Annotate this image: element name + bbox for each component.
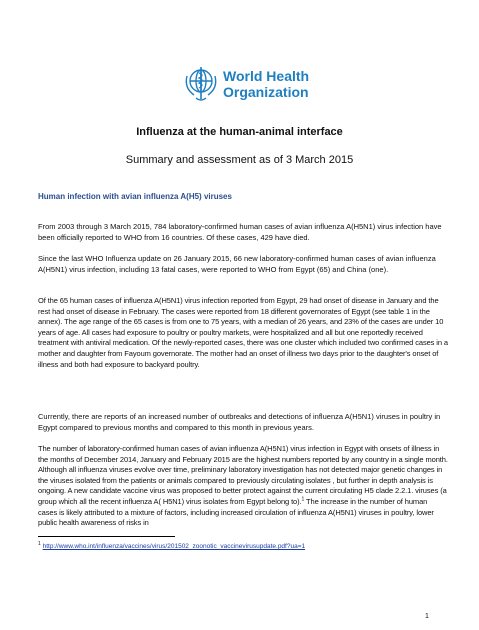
page-number: 1	[425, 613, 429, 620]
document-title: Influenza at the human-animal interface	[136, 126, 343, 138]
footnote-ref[interactable]: 1	[301, 496, 305, 503]
document-subtitle: Summary and assessment as of 3 March 2015	[125, 154, 354, 166]
footnote	[38, 540, 306, 550]
footnote-number: 1	[38, 540, 41, 547]
who-emblem-icon	[182, 64, 220, 104]
org-name-line2: Organization	[223, 84, 309, 100]
footnote-divider	[38, 536, 175, 537]
org-name-line1: World Health	[223, 68, 310, 84]
footnote-link[interactable]: http://www.who.int/influenza/vaccines/virus/201502_zoonotic_vaccinevirusupdate.pdf?ua=1	[42, 543, 306, 550]
org-name	[223, 68, 309, 100]
paragraph-5	[38, 444, 448, 529]
paragraph-3: Of the 65 human cases of influenza A(H5N1) virus infection reported from Egypt, 29 had onset of disease in January and the rest had onset of disease in February. The cases were reported from 18 different governorates of Egypt (see table 1 in the annex). The age range of the 65 cases is from one to 75 years, with a median of 26 years, and 23% of the cases are under 10 years of age. All cases had exposure to poultry or poultry markets, were hospitalized and all but one reportedly received treatment with antiviral medication. Of the newly-reported cases, there was one cluster which included two confirmed cases in a mother and daughter from Fayoum governorate. The mother had an onset of illness two days prior to the daughter's onset of illness and both had exposure to backyard poultry.	[38, 296, 449, 369]
paragraph-5-part2: The increase in the number of human cases is likely attributed to a mixture of factors, including increased circulation of influenza A(H5N1) viruses in poultry, lower public health awareness of risks in	[38, 496, 434, 528]
paragraph-1: From 2003 through 3 March 2015, 784 laboratory-confirmed human cases of avian influenza A(H5N1) virus infection have been officially reported to WHO from 16 countries. Of these cases, 429 have died.	[38, 222, 442, 242]
paragraph-2: Since the last WHO Influenza update on 26 January 2015, 66 new laboratory-confirmed human cases of avian influenza A(H5N1) virus infection, including 13 fatal cases, were reported to WHO from Egypt (65) and China (one).	[38, 254, 436, 274]
section-heading: Human infection with avian influenza A(H5) viruses	[38, 192, 232, 201]
paragraph-4: Currently, there are reports of an increased number of outbreaks and detections of influenza A(H5N1) viruses in poultry in Egypt compared to previous months and compared to this month in previous years.	[38, 412, 441, 432]
who-logo	[182, 64, 342, 106]
paragraph-5-part1: The number of laboratory-confirmed human cases of avian influenza A(H5N1) virus infection in Egypt with onsets of illness in the months of December 2014, January and February 2015 are the highest numbers reported by any country in a single month. Although all influenza viruses evolve over time, preliminary laboratory investigation has not detected major genetic changes in the viruses isolated from the patients or animals compared to previously circulating isolates , but further in depth analysis is ongoing. A new candidate vaccine virus was proposed to better protect against the current circulating H5 clade 2.2.1. viruses (a group which all the recent influenza A( H5N1) virus isolates from Egypt belong to).	[38, 444, 448, 506]
